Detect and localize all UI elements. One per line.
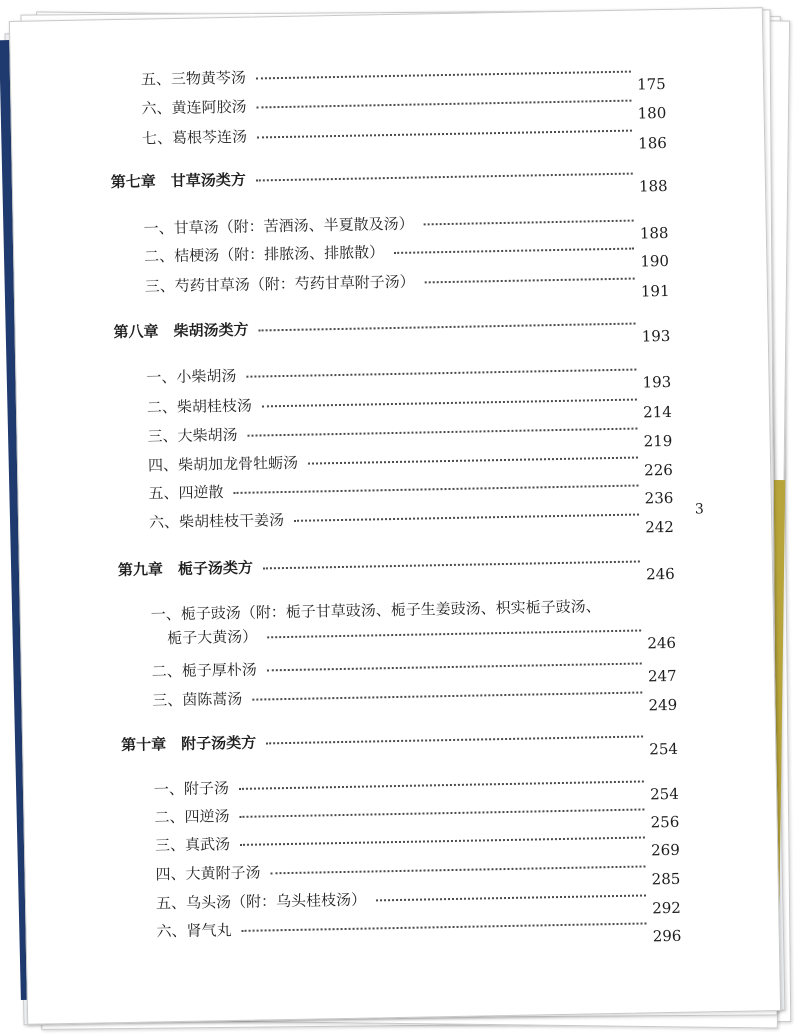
entry-title: 三、大柴胡汤 (147, 425, 238, 446)
page-ref: 226 (644, 460, 674, 480)
page-ref: 193 (642, 372, 672, 392)
page-ref: 214 (642, 402, 672, 422)
entry-title: 三、真武汤 (154, 835, 231, 855)
entry-title: 一、小柴胡汤 (146, 366, 237, 387)
leader-dots (308, 453, 638, 465)
leader-dots (376, 890, 646, 901)
entry-title: 一、甘草汤（附：苦酒汤、半夏散及汤） (143, 214, 414, 238)
entry-title: 二、栀子厚朴汤 (151, 660, 257, 681)
page-ref: 190 (640, 251, 670, 271)
leader-dots (234, 481, 639, 494)
toc-page (9, 7, 781, 1025)
entry-title: 三、茵陈蒿汤 (152, 689, 243, 710)
entry-title: 七、葛根芩连汤 (141, 127, 248, 148)
leader-dots (262, 395, 637, 408)
leader-dots (263, 557, 640, 570)
leader-dots (266, 731, 643, 744)
page-ref: 256 (650, 812, 680, 832)
toc-chapter-row (113, 311, 735, 352)
entry-title: 五、乌头汤（附：乌头桂枝汤） (155, 890, 367, 913)
page-number: 3 (694, 501, 704, 518)
page-ref: 247 (647, 666, 677, 686)
entry-title: 二、四逆汤 (154, 807, 230, 827)
entry-title: 四、大黄附子汤 (155, 863, 261, 884)
page-ref: 242 (645, 517, 675, 537)
toc-chapter-row (118, 549, 740, 590)
page-ref: 186 (638, 133, 668, 153)
leader-dots (240, 832, 645, 845)
entry-title: 一、栀子豉汤（附：栀子甘草豉汤、栀子生姜豉汤、枳实栀子豉汤、 (150, 597, 601, 624)
leader-dots (247, 365, 637, 378)
page-ref: 219 (643, 431, 673, 451)
page-ref: 180 (637, 103, 667, 123)
leader-dots (239, 776, 644, 789)
page-ref: 269 (651, 840, 680, 860)
chapter-title: 第九章 栀子汤类方 (117, 558, 254, 580)
page-ref: 246 (645, 564, 675, 584)
page-ref: 296 (652, 926, 682, 946)
entry-title: 六、黄连阿胶汤 (141, 97, 247, 118)
entry-title: 一、附子汤 (153, 779, 230, 799)
entry-title: 三、芍药甘草汤（附：芍药甘草附子汤） (144, 272, 415, 296)
leader-dots (259, 319, 636, 332)
entry-title: 五、三物黄芩汤 (140, 68, 247, 89)
page-ref: 191 (640, 281, 670, 301)
entry-title: 二、桔梗汤（附：排脓汤、排脓散） (144, 243, 385, 266)
entry-title: 五、四逆散 (148, 483, 224, 503)
page-ref: 188 (638, 176, 668, 196)
page-ref: 285 (651, 869, 681, 889)
leader-dots (425, 274, 635, 284)
leader-dots (267, 626, 641, 639)
leader-dots (242, 918, 647, 931)
entry-title: 六、肾气丸 (156, 921, 232, 941)
page-ref: 246 (647, 633, 677, 653)
leader-dots (267, 659, 642, 672)
entry-title-continued: 栀子大黄汤） (167, 627, 258, 648)
leader-dots (256, 169, 633, 182)
leader-dots (257, 126, 632, 139)
page-ref: 175 (636, 74, 666, 94)
chapter-title: 第十章 附子汤类方 (120, 733, 257, 755)
leader-dots (256, 67, 631, 80)
entry-title: 六、柴胡桂枝干姜汤 (148, 511, 285, 532)
chapter-title: 第七章 甘草汤类方 (110, 170, 246, 192)
toc-chapter-row (121, 724, 743, 765)
leader-dots (248, 424, 638, 437)
entry-title: 二、柴胡桂枝汤 (146, 396, 253, 417)
page-ref: 249 (648, 695, 678, 715)
entry-title: 四、柴胡加龙骨牡蛎汤 (147, 453, 299, 475)
page-ref: 236 (644, 488, 674, 508)
leader-dots (271, 861, 646, 874)
toc-entry-row (150, 594, 741, 653)
page-ref: 193 (641, 326, 671, 346)
leader-dots (394, 244, 634, 254)
leader-dots (294, 510, 639, 522)
leader-dots (253, 687, 643, 700)
page-ref: 254 (649, 784, 679, 804)
chapter-title: 第八章 柴胡汤类方 (113, 320, 249, 342)
leader-dots (257, 96, 632, 109)
page-ref: 254 (649, 739, 679, 759)
toc-chapter-row (111, 161, 733, 202)
page-ref: 188 (639, 223, 669, 243)
leader-dots (240, 804, 645, 817)
page-ref: 292 (652, 898, 682, 918)
leader-dots (424, 216, 634, 226)
